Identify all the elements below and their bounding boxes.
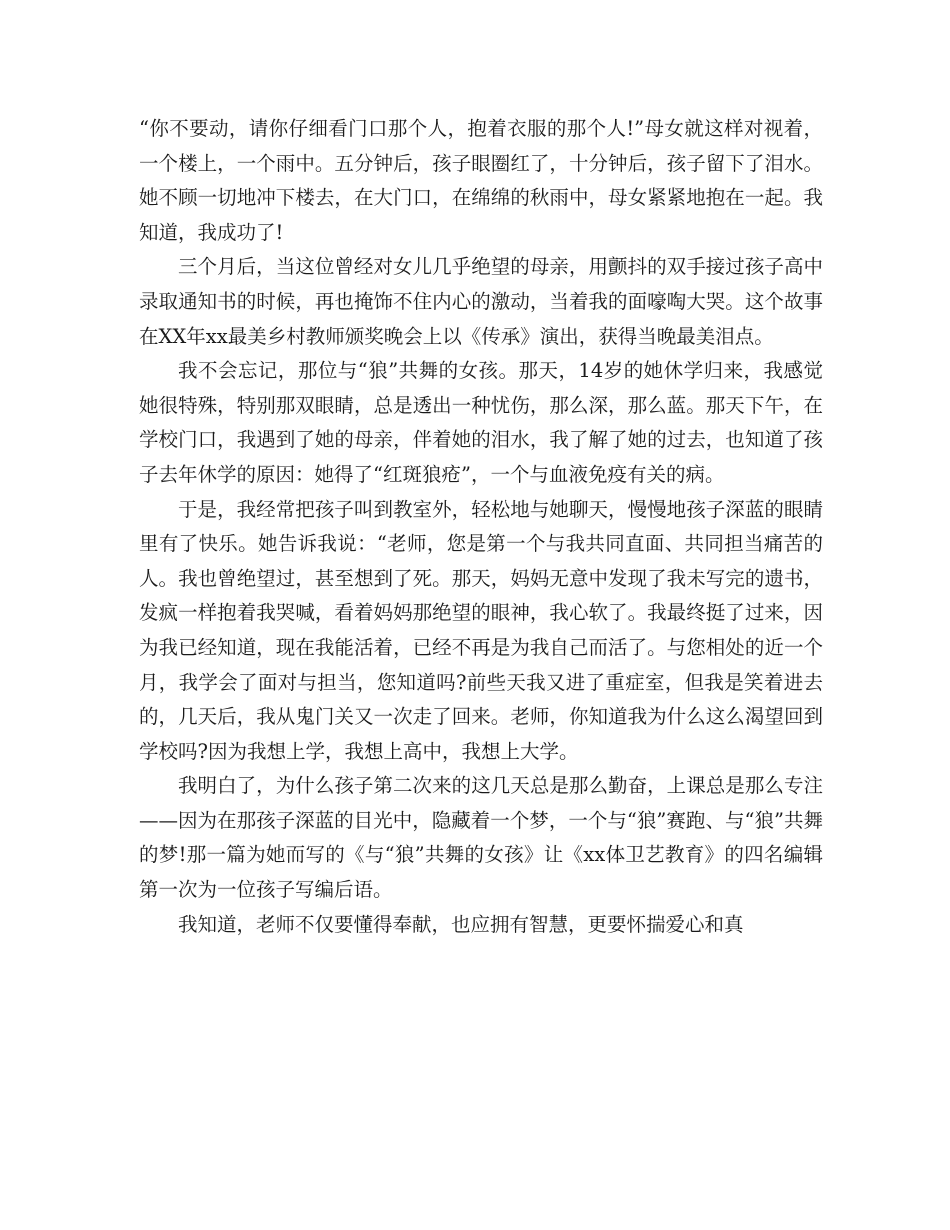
paragraph-2: 三个月后，当这位曾经对女儿几乎绝望的母亲，用颤抖的双手接过孩子高中录取通知书的时候，再也掩饰不住内心的激动，当着我的面嚎啕大哭。这个故事在XX年xx最美乡村教师颁奖晚会上以《传承》演出，获得当晚最美泪点。: [139, 255, 823, 348]
paragraph-5: 我明白了，为什么孩子第二次来的这几天总是那么勤奋，上课总是那么专注——因为在那孩子深蓝的目光中，隐藏着一个梦，一个与“狼”赛跑、与“狼”共舞的梦!那一篇为她而写的《与“狼”共舞的女孩》让《xx体卫艺教育》的四名编辑第一次为一位孩子写编后语。: [139, 774, 823, 902]
paragraph-1: “你不要动，请你仔细看门口那个人，抱着衣服的那个人!”母女就这样对视着，一个楼上，一个雨中。五分钟后，孩子眼圈红了，十分钟后，孩子留下了泪水。她不顾一切地冲下楼去，在大门口，在绵绵的秋雨中，母女紧紧地抱在一起。我知道，我成功了!: [139, 117, 823, 244]
paragraph-4: 于是，我经常把孩子叫到教室外，轻松地与她聊天，慢慢地孩子深蓝的眼睛里有了快乐。她告诉我说：“老师，您是第一个与我共同直面、共同担当痛苦的人。我也曾绝望过，甚至想到了死。那天，妈妈无意中发现了我未写完的遗书，发疯一样抱着我哭喊，看着妈妈那绝望的眼神，我心软了。我最终挺了过来，因为我已经知道，现在我能活着，已经不再是为我自己而活了。与您相处的近一个月，我学会了面对与担当，您知道吗?前些天我又进了重症室，但我是笑着进去的，几天后，我从鬼门关又一次走了回来。老师，你知道我为什么这么渴望回到学校吗?因为我想上学，我想上高中，我想上大学。: [139, 497, 823, 763]
document-page: [139, 112, 823, 942]
paragraph-3: 我不会忘记，那位与“狼”共舞的女孩。那天，14岁的她休学归来，我感觉她很特殊，特别那双眼睛，总是透出一种忧伤，那么深，那么蓝。那天下午，在学校门口，我遇到了她的母亲，伴着她的泪水，我了解了她的过去，也知道了孩子去年休学的原因：她得了“红斑狼疮”，一个与血液免疫有关的病。: [139, 359, 823, 486]
paragraph-6: 我知道，老师不仅要懂得奉献，也应拥有智慧，更要怀揣爱心和真: [178, 912, 744, 936]
